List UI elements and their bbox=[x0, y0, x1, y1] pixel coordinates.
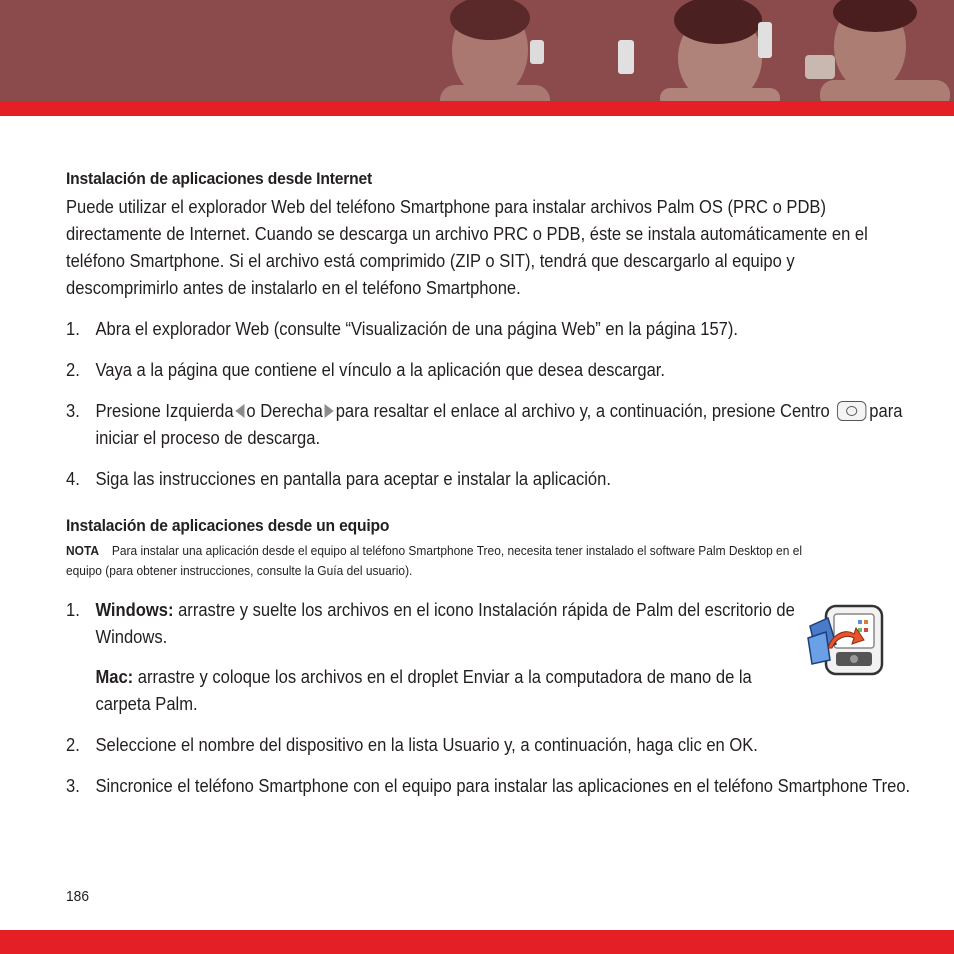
note bbox=[66, 541, 839, 581]
header-photo bbox=[400, 0, 954, 101]
page-number: 186 bbox=[66, 888, 90, 905]
header-banner bbox=[0, 0, 954, 101]
list-item: 1. Windows: arrastre y suelte los archivos en el icono Instalación rápida de Palm del escritorio de Windows. Mac: arrastre y coloque los archivos en el droplet Enviar a la computadora de mano de la carpeta Palm. bbox=[66, 600, 795, 714]
page-content bbox=[66, 168, 911, 800]
list-item: 3. Presione Izquierda o Derecha para resaltar el enlace al archivo y, a continuación, presione Centro para iniciar el proceso de descarga. bbox=[66, 401, 903, 448]
list-item: 2. Vaya a la página que contiene el vínculo a la aplicación que desea descargar. bbox=[66, 360, 666, 380]
left-arrow-icon bbox=[235, 404, 244, 418]
list-item: 3. Sincronice el teléfono Smartphone con el equipo para instalar las aplicaciones en el teléfono Smartphone Treo. bbox=[66, 776, 911, 796]
right-arrow-icon bbox=[325, 404, 334, 418]
section-heading-internet: Instalación de aplicaciones desde Internet bbox=[66, 169, 373, 188]
centro-button-icon bbox=[837, 401, 866, 421]
equipo-steps-list bbox=[66, 597, 911, 800]
note-label: NOTA bbox=[66, 543, 100, 558]
section-heading-equipo: Instalación de aplicaciones desde un equipo bbox=[66, 516, 390, 535]
mac-label: Mac: bbox=[95, 667, 134, 687]
section-intro: Puede utilizar el explorador Web del teléfono Smartphone para instalar archivos Palm OS (PRC o PDB) directamente de Internet. Cuando se descarga un archivo PRC o PDB, éste se instala automáticamente en el teléfono Smartphone. Si el archivo está comprimido (ZIP o SIT), tendrá que descargarlo al equipo y descomprimirlo antes de instalarlo en el teléfono Smartphone. bbox=[66, 197, 868, 298]
note-text: Para instalar una aplicación desde el equipo al teléfono Smartphone Treo, necesita tener instalado el software Palm Desktop en el equipo (para obtener instrucciones, consulte la Guía del usuario). bbox=[66, 543, 802, 578]
header-rule bbox=[0, 101, 954, 116]
list-item: 2. Seleccione el nombre del dispositivo en la lista Usuario y, a continuación, haga clic en OK. bbox=[66, 735, 758, 755]
quick-install-icon bbox=[806, 604, 884, 676]
internet-steps-list bbox=[66, 316, 903, 493]
list-item: 4. Siga las instrucciones en pantalla para aceptar e instalar la aplicación. bbox=[66, 469, 611, 489]
windows-label: Windows: bbox=[95, 600, 174, 620]
footer-rule bbox=[0, 930, 954, 954]
list-item: 1. Abra el explorador Web (consulte “Visualización de una página Web” en la página 157). bbox=[66, 319, 739, 339]
